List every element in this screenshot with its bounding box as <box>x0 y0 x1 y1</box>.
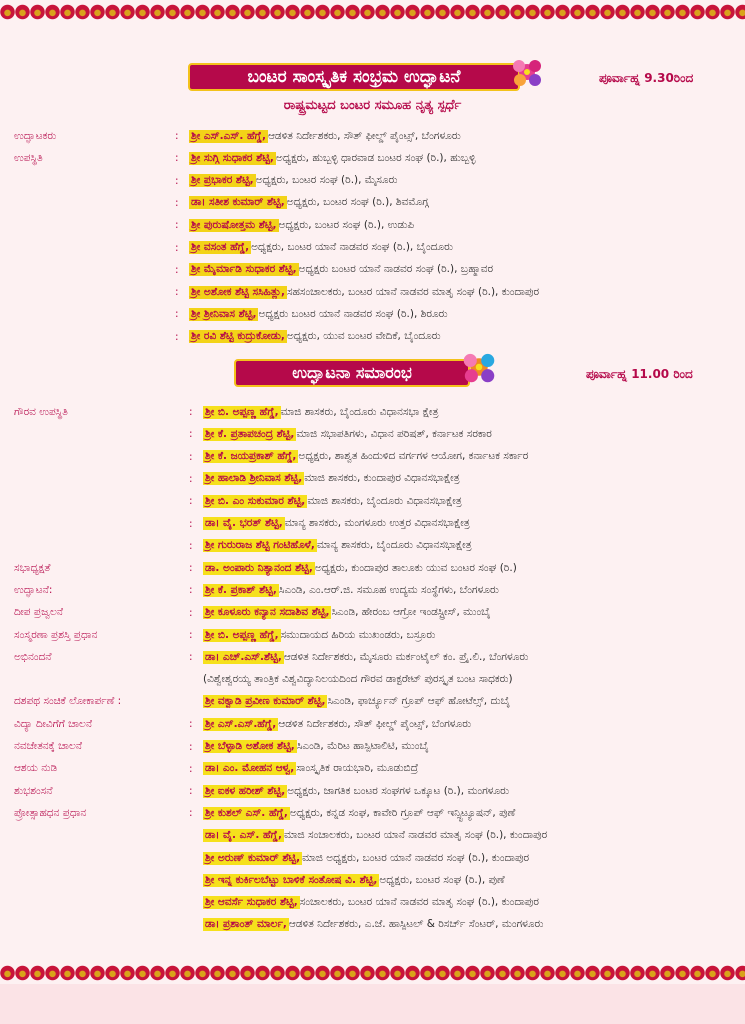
row-colon: : <box>189 406 193 418</box>
list-item <box>14 193 429 213</box>
row-colon: : <box>175 263 179 276</box>
list-item <box>14 447 528 467</box>
list-item <box>14 304 448 324</box>
section1-time: ಪೂರ್ವಾಹ್ನ 9.30ರಿಂದ <box>599 71 694 85</box>
person-description: ಮಾಜಿ ಶಾಸಕರು, ಬೈಂದೂರು ವಿಧಾನಸಭಾಕ್ಷೇತ್ರ <box>307 494 462 507</box>
section1-subtitle: ರಾಷ್ಟ್ರಮಟ್ಟದ ಬಂಟರ ಸಮೂಹ ನೃತ್ಯ ಸ್ಪರ್ಧೆ <box>283 98 462 113</box>
list-item <box>14 327 441 347</box>
list-item <box>14 759 418 779</box>
person-name: ಶ್ರೀ ಬಿ. ಎಂ ಸುಕುಮಾರ ಶೆಟ್ಟಿ, <box>205 494 306 507</box>
person-name: ಶ್ರೀ ಹಾಲಾಡಿ ಶ್ರೀನಿವಾಸ ಶೆಟ್ಟಿ, <box>205 472 303 485</box>
person-name: ಶ್ರೀ ಕೆ. ಜಯಪ್ರಕಾಶ್ ಹೆಗ್ಡೆ, <box>205 450 297 463</box>
row-colon: : <box>189 785 193 798</box>
person-name: ಶ್ರೀ ಶ್ರೀನಿವಾಸ ಶೆಟ್ಟಿ, <box>191 307 257 320</box>
row-label: ಉದ್ಘಾಟಕರು <box>14 129 57 142</box>
row-colon: : <box>189 718 193 731</box>
list-item <box>14 424 492 444</box>
section2-time: ಪೂರ್ವಾಹ್ನ 11.00 ರಿಂದ <box>586 367 693 381</box>
row-label: ದಶಪಥ ಸಂಚಿಕೆ ಲೋಕಾರ್ಪಣೆ : <box>14 695 122 708</box>
list-item <box>14 647 528 667</box>
list-item <box>14 670 513 690</box>
flower-icon <box>455 343 503 391</box>
row-colon: : <box>175 196 179 209</box>
person-name: ಡಾ। ಪ್ರಶಾಂತ್ ಮಾರ್ಲ, <box>205 918 287 931</box>
person-name: ಶ್ರೀ ಸುಗ್ಗಿ ಸುಧಾಕರ ಶೆಟ್ಟಿ, <box>191 151 274 164</box>
person-name: ಶ್ರೀ ರವಿ ಶೆಟ್ಟಿ ಕುದ್ರುಕೋಡು, <box>191 330 285 343</box>
list-item <box>14 915 543 935</box>
row-label: ಪ್ರೋತ್ಸಾಹಧನ ಪ್ರಧಾನ <box>14 806 87 819</box>
person-description: ಅಧ್ಯಕ್ಷರು, ಜಾಗತಿಕ ಬಂಟರ ಸಂಘಗಳ ಒಕ್ಕೂಟ (ರಿ.), ಮಂಗಳೂರು <box>287 784 510 797</box>
person-description: ಸಂಚಾಲಕರು, ಬಂಟರ ಯಾನೆ ನಾಡವರ ಮಾತೃ ಸಂಘ (ರಿ.), ಕುಂದಾಪುರ <box>299 896 539 909</box>
person-description: ಅಧ್ಯಕ್ಷರು, ಬಂಟರ ಸಂಘ (ರಿ.), ಉಡುಪಿ <box>278 218 415 231</box>
person-name: ಡಾ। ವೈ. ಭರತ್ ಶೆಟ್ಟಿ, <box>205 517 283 529</box>
person-description: ಅಧ್ಯಕ್ಷರು, ಕನ್ನಡ ಸಂಘ, ಕಾವೇರಿ ಗ್ರೂಪ್ ಆಫ್ ಇನ್ಸ್ಟಿಟ್ಯೂಷನ್, ಪುಣೆ <box>289 806 516 819</box>
person-description: ಮಾನ್ಯ ಶಾಸಕರು, ಮಂಗಳೂರು ಉತ್ತರ ವಿಧಾನಸಭಾಕ್ಷೇತ್ರ <box>284 517 470 529</box>
list-item <box>14 826 547 846</box>
list-item <box>14 126 461 146</box>
list-item <box>14 893 539 913</box>
list-item <box>14 714 471 734</box>
person-name: ಶ್ರೀ ಬೆಳ್ಳಾಡಿ ಅಶೋಕ ಶೆಟ್ಟಿ, <box>205 740 295 752</box>
person-description: ಸಮುದಾಯದ ಹಿರಿಯ ಮುಖಂಡರು, ಬಸ್ರೂರು <box>280 628 436 641</box>
list-item <box>14 603 491 623</box>
person-description: (ವಿಶ್ವೇಶ್ವರಯ್ಯ ತಾಂತ್ರಿಕ ವಿಶ್ವವಿದ್ಯಾನಿಲಯದಿಂದ ಗೌರವ ಡಾಕ್ಟರೇಟ್ ಪುರಸ್ಕೃತ ಬಂಟ ಸಾಧಕರು) <box>203 673 513 686</box>
row-label: ದೀಪ ಪ್ರಜ್ವಲನೆ <box>14 606 64 619</box>
person-name: ಡಾ. ಅಂಪಾರು ನಿತ್ಯಾನಂದ ಶೆಟ್ಟಿ, <box>205 561 313 574</box>
person-name: ಶ್ರೀ ಕೂಳೂರು ಕನ್ಯಾನ ಸದಾಶಿವ ಶೆಟ್ಟಿ, <box>205 606 330 619</box>
person-name: ಶ್ರೀ ಪ್ರಭಾಕರ ಶೆಟ್ಟಿ, <box>191 174 254 187</box>
row-colon: : <box>189 562 193 575</box>
person-name: ಶ್ರೀ ಎಸ್.ಎಸ್.ಹೆಗ್ಡೆ, <box>205 717 277 730</box>
row-label: ಶುಭಶಂಸನೆ <box>14 784 53 797</box>
row-label: ಸಭಾಧ್ಯಕ್ಷತೆ <box>14 561 51 574</box>
list-item <box>14 692 510 712</box>
person-name: ಶ್ರೀ ಬಿ. ಅಪ್ಪಣ್ಣ ಹೆಗ್ಡೆ, <box>205 405 279 418</box>
person-name: ಶ್ರೀ ಕೆ. ಪ್ರತಾಪಚಂದ್ರ ಶೆಟ್ಟಿ, <box>205 427 295 440</box>
list-item <box>14 491 462 511</box>
section2-title-banner <box>234 359 470 387</box>
row-colon: : <box>189 606 193 619</box>
row-colon: : <box>175 241 179 254</box>
row-colon: : <box>189 762 193 775</box>
person-name: ಡಾ। ಸತೀಶ ಕುಮಾರ್ ಶೆಟ್ಟಿ, <box>191 196 285 209</box>
list-item <box>14 580 499 600</box>
row-label: ಉದ್ಘಾಟನೆ: <box>14 583 53 596</box>
row-colon: : <box>189 472 193 485</box>
row-colon: : <box>175 286 179 299</box>
row-colon: : <box>189 450 193 463</box>
flower-icon <box>505 50 549 94</box>
person-name: ಡಾ। ಎಂ. ಮೋಹನ ಆಳ್ವ, <box>205 762 295 775</box>
list-item <box>14 781 509 801</box>
person-name: ಶ್ರೀ ಎಸ್.ಎಸ್. ಹೆಗ್ಡೆ, <box>191 129 266 142</box>
person-name: ಶ್ರೀ ಅರುಣ್ ಕುಮಾರ್ ಶೆಟ್ಟಿ, <box>205 851 301 864</box>
section1-title: ಬಂಟರ ಸಾಂಸ್ಕೃತಿಕ ಸಂಭ್ರಮ ಉದ್ಘಾಟನೆ <box>247 67 461 87</box>
person-name: ಶ್ರೀ ಗುರುರಾಜ ಶೆಟ್ಟಿ ಗಂಟಿಹೊಳೆ, <box>205 539 315 552</box>
list-item <box>14 558 517 578</box>
top-decorative-border <box>0 3 745 21</box>
person-name: ಶ್ರೀ ಪುರುಷೋತ್ತಮ ಶೆಟ್ಟಿ, <box>191 218 277 231</box>
person-description: ಆಡಳಿತ ನಿರ್ದೇಶಕರು, ಸೌತ್ ಫೀಲ್ಡ್ ಪೈಂಟ್ಸ್, ಬೆಂಗಳೂರು <box>267 129 461 142</box>
list-item <box>14 215 414 235</box>
person-name: ಶ್ರೀ ವಸಂತ ಹೆಗ್ಡೆ, <box>191 241 250 253</box>
person-description: ಸಾಂಸ್ಕೃತಿಕ ರಾಯಭಾರಿ, ಮೂಡುಬಿದ್ರೆ <box>296 762 419 775</box>
list-item <box>14 260 493 280</box>
list-item <box>14 803 515 823</box>
list-item <box>14 848 529 868</box>
person-description: ಅಧ್ಯಕ್ಷರು ಬಂಟರ ಯಾನೆ ನಾಡವರ ಸಂಘ (ರಿ.), ಶಿರೂರು <box>258 307 448 320</box>
row-colon: : <box>175 152 179 165</box>
row-colon: : <box>189 517 193 530</box>
list-item <box>14 469 460 489</box>
row-label: ಉಪಸ್ಥಿತಿ <box>14 151 43 164</box>
person-description: ಅಧ್ಯಕ್ಷರು, ಬಂಟರ ಯಾನೆ ನಾಡವರ ಸಂಘ (ರಿ.), ಬೈಂದೂರು <box>251 241 453 253</box>
row-label: ಗೌರವ ಉಪಸ್ಥಿತಿ <box>14 405 68 418</box>
person-description: ಅಧ್ಯಕ್ಷರು, ಕುಂದಾಪುರ ತಾಲೂಕು ಯುವ ಬಂಟರ ಸಂಘ (ರಿ.) <box>314 561 517 574</box>
person-name: ಶ್ರೀ ಐಕಳ ಹರೀಶ್ ಶೆಟ್ಟಿ, <box>205 784 286 797</box>
row-label: ಸಂಸ್ಮರಣಾ ಪ್ರಶಸ್ತಿ ಪ್ರಧಾನ <box>14 628 98 641</box>
row-colon: : <box>189 539 193 552</box>
person-name: ಶ್ರೀ ಅಶೋಕ ಶೆಟ್ಟಿ ಸಸಿಹಿತ್ಲು, <box>191 285 286 298</box>
row-colon: : <box>189 584 193 597</box>
row-colon: : <box>175 130 179 142</box>
person-description: ಅಧ್ಯಕ್ಷರು, ಬಂಟರ ಸಂಘ (ರಿ.), ಮೈಸೂರು <box>255 174 398 187</box>
row-colon: : <box>189 428 193 441</box>
row-colon: : <box>175 308 179 321</box>
person-name: ಶ್ರೀ ಕುಶಲ್ ಎಸ್. ಹೆಗ್ಡೆ, <box>205 806 288 819</box>
list-item <box>14 148 476 168</box>
row-label: ವಿದ್ಯಾ ದೀವಿಗೆಗೆ ಚಾಲನೆ <box>14 717 93 730</box>
person-description: ಆಡಳಿತ ನಿರ್ದೇಶಕರು, ಎ.ಜೆ. ಹಾಸ್ಪಿಟಲ್ & ರಿಸರ್ಚ್ ಸೆಂಟರ್, ಮಂಗಳೂರು <box>288 918 544 931</box>
person-name: ಶ್ರೀ ಕೆ. ಪ್ರಕಾಶ್ ಶೆಟ್ಟಿ, <box>205 583 277 596</box>
person-description: ಸಿಎಂಡಿ, ಎಂ.ಆರ್.ಜಿ. ಸಮೂಹ ಉದ್ಯಮ ಸಂಸ್ಥೆಗಳು, ಬೆಂಗಳೂರು <box>278 583 499 596</box>
person-description: ಮಾನ್ಯ ಶಾಸಕರು, ಬೈಂದೂರು ವಿಧಾನಸಭಾಕ್ಷೇತ್ರ <box>316 539 472 552</box>
person-description: ಅಧ್ಯಕ್ಷರು ಬಂಟರ ಯಾನೆ ನಾಡವರ ಸಂಘ (ರಿ.), ಬ್ರಹ್ಮಾವರ <box>298 263 494 276</box>
person-description: ಮಾಜಿ ಅಧ್ಯಕ್ಷರು, ಬಂಟರ ಯಾನೆ ನಾಡವರ ಸಂಘ (ರಿ.), ಕುಂದಾಪುರ <box>302 851 530 864</box>
row-label: ಆಶಯ ನುಡಿ <box>14 762 58 775</box>
person-description: ಅಧ್ಯಕ್ಷರು, ಬಂಟರ ಸಂಘ (ರಿ.), ಶಿವಮೊಗ್ಗ <box>286 196 429 209</box>
list-item <box>14 514 470 534</box>
bottom-band <box>0 984 745 1024</box>
person-name: ಶ್ರೀ ವಕ್ವಾಡಿ ಪ್ರವೀಣ ಕುಮಾರ್ ಶೆಟ್ಟಿ, <box>205 695 326 708</box>
row-label: ನವಚೇತನಕ್ಕೆ ಚಾಲನೆ <box>14 740 83 752</box>
row-colon: : <box>189 651 193 664</box>
person-name: ಡಾ। ವೈ. ಎಸ್. ಹೆಗ್ಡೆ, <box>205 829 282 842</box>
list-item <box>14 737 429 757</box>
list-item <box>14 171 397 191</box>
person-description: ಮಾಜಿ ಸಭಾಪತಿಗಳು, ವಿಧಾನ ಪರಿಷತ್, ಕರ್ನಾಟಕ ಸರಕಾರ <box>296 427 492 440</box>
person-description: ಅಧ್ಯಕ್ಷರು, ಯುವ ಬಂಟರ ವೇದಿಕೆ, ಬೈಂದೂರು <box>286 330 441 343</box>
bottom-decorative-border <box>0 964 745 982</box>
list-item <box>14 625 435 645</box>
list-item <box>14 282 539 302</box>
person-name: ಡಾ। ಎಚ್.ಎಸ್.ಶೆಟ್ಟಿ, <box>205 650 282 663</box>
person-description: ಮಾಜಿ ಸಂಚಾಲಕರು, ಬಂಟರ ಯಾನೆ ನಾಡವರ ಮಾತೃ ಸಂಘ (ರಿ.), ಕುಂದಾಪುರ <box>283 829 548 842</box>
list-item <box>14 536 472 556</box>
row-colon: : <box>175 219 179 232</box>
section2-title: ಉದ್ಘಾಟನಾ ಸಮಾರಂಭ <box>292 363 412 382</box>
person-description: ಸಹಸಂಚಾಲಕರು, ಬಂಟರ ಯಾನೆ ನಾಡವರ ಮಾತೃ ಸಂಘ (ರಿ.), ಕುಂದಾಪುರ <box>287 285 540 298</box>
row-colon: : <box>175 174 179 187</box>
person-description: ಸಿಎಂಡಿ, ಮೆರಿಟ ಹಾಸ್ಪಿಟಾಲಿಟಿ, ಮುಂಬೈ <box>296 740 429 752</box>
row-colon: : <box>189 495 193 508</box>
list-item <box>14 238 453 258</box>
list-item <box>14 402 438 422</box>
person-name: ಶ್ರೀ ಆವರ್ಸೆ ಸುಧಾಕರ ಶೆಟ್ಟಿ, <box>205 896 298 909</box>
person-description: ಸಿಎಂಡಿ, ಫಾರ್ಚ್ಯೂನ್ ಗ್ರೂಪ್ ಆಫ್ ಹೋಟೆಲ್ಸ್, ದುಬೈ <box>327 695 510 708</box>
list-item <box>14 870 505 890</box>
person-name: ಶ್ರೀ ಬಿ. ಅಪ್ಪಣ್ಣ ಹೆಗ್ಡೆ, <box>205 628 279 641</box>
person-description: ಸಿಎಂಡಿ, ಹೇರಂಬ ಆಗ್ರೋ ಇಂಡಸ್ಟ್ರೀಸ್, ಮುಂಬೈ <box>331 606 491 619</box>
person-description: ಅಧ್ಯಕ್ಷರು, ಶಾಶ್ವತ ಹಿಂದುಳಿದ ವರ್ಗಗಳ ಆಯೋಗ, ಕರ್ನಾಟಕ ಸರ್ಕಾರ <box>298 450 529 463</box>
section1-title-banner <box>188 63 520 91</box>
row-colon: : <box>189 740 193 753</box>
person-description: ಅಧ್ಯಕ್ಷರು, ಹುಬ್ಬಳ್ಳಿ ಧಾರವಾಡ ಬಂಟರ ಸಂಘ (ರಿ.), ಹುಬ್ಬಳ್ಳಿ <box>275 151 476 164</box>
person-description: ಅಧ್ಯಕ್ಷರು, ಬಂಟರ ಸಂಘ (ರಿ.), ಪುಣೆ <box>379 873 505 886</box>
row-colon: : <box>189 807 193 820</box>
person-name: ಶ್ರೀ ಮೈರ್ಮಾಡಿ ಸುಧಾಕರ ಶೆಟ್ಟಿ, <box>191 263 297 276</box>
person-description: ಮಾಜಿ ಶಾಸಕರು, ಕುಂದಾಪುರ ವಿಧಾನಸಭಾಕ್ಷೇತ್ರ <box>304 472 460 485</box>
row-label: ಅಭಿನಂದನೆ <box>14 650 52 663</box>
person-description: ಆಡಳಿತ ನಿರ್ದೇಶಕರು, ಸೌತ್ ಫೀಲ್ಡ್ ಪೈಂಟ್ಸ್, ಬೆಂಗಳೂರು <box>278 717 472 730</box>
row-colon: : <box>189 629 193 641</box>
person-description: ಮಾಜಿ ಶಾಸಕರು, ಬೈಂದೂರು ವಿಧಾನಸಭಾ ಕ್ಷೇತ್ರ <box>280 405 439 418</box>
person-description: ಆಡಳಿತ ನಿರ್ದೇಶಕರು, ಮೈಸೂರು ಮರ್ಕಂಟೈಲ್ ಕಂ. ಪ್ರೈ.ಲಿ., ಬೆಂಗಳೂರು <box>283 650 529 663</box>
row-colon: : <box>175 330 179 343</box>
person-name: ಶ್ರೀ ಇನ್ನ ಕುರ್ಕಿಲಬೆಟ್ಟು ಬಾಳಿಕೆ ಸಂತೋಷ ವಿ. ಶೆಟ್ಟಿ, <box>205 873 378 886</box>
